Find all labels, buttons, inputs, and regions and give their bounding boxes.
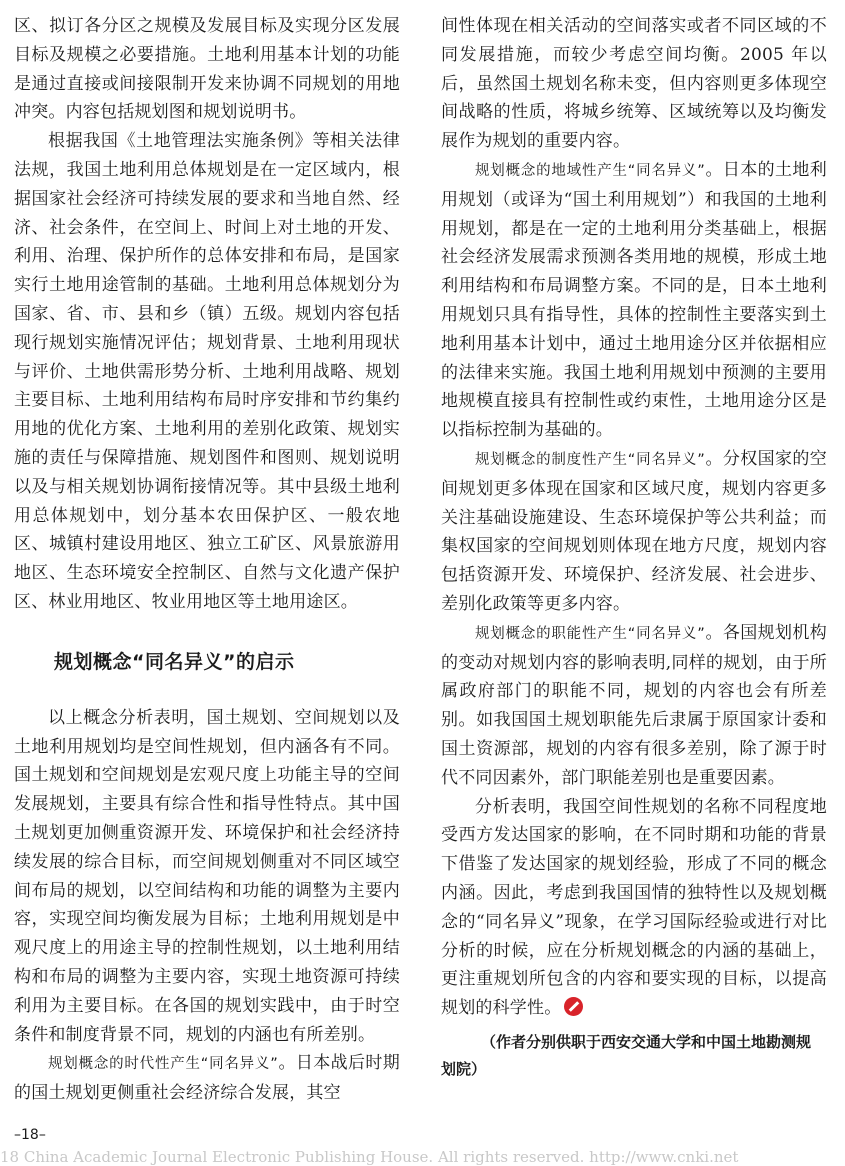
byline-tail: 划院）: [441, 1059, 487, 1078]
paragraph-lead: 规划概念的地域性产生“同名异义”: [475, 162, 706, 179]
copyright-footer: 18 China Academic Journal Electronic Publishing House. All rights reserved. http://www.cnki.net: [0, 1148, 739, 1166]
byline-main: （作者分别供职于西安交通大学和中国土地勘测规: [481, 1032, 812, 1051]
right-column: [441, 12, 827, 1083]
paragraph-text: 。各国规划机构的变动对规划内容的影响表明,同样的规划，由于所属政府部门的职能不同，规划的内容也会有所差别。如我国国土规划职能先后隶属于原国家计委和国土资源部，规划的内容有很多差别，除了源于时代不同因素外，部门职能差别也是重要因素。: [441, 622, 828, 788]
section-heading: 规划概念“同名异义”的启示: [54, 650, 295, 673]
left-column: [14, 12, 400, 1108]
paragraph-text: 。分权国家的空间规划更多体现在国家和区域尺度，规划内容更多关注基础设施建设、生态环境保护等公共利益；而集权国家的空间规划则体现在地方尺度，规划内容包括资源开发、环境保护、经济发展、社会进步、差别化政策等更多内容。: [441, 448, 828, 614]
author-affiliation: [441, 1029, 827, 1083]
paragraph: [441, 619, 827, 793]
paragraph: 区、拟订各分区之规模及发展目标及实现分区发展目标及规模之必要措施。土地利用基本计划的功能是通过直接或间接限制开发来协调不同规划的用地冲突。内容包括规划图和规划说明书。: [14, 16, 400, 123]
paragraph: [14, 1049, 400, 1108]
paragraph: 间性体现在相关活动的空间落实或者不同区域的不同发展措施，而较少考虑空间均衡。2005 年以后，虽然国土规划名称未变，但内容则更多体现空间战略的性质，将城乡统筹、区域统筹以及均衡发展作为规划的重要内容。: [441, 16, 827, 152]
paragraph-text: 。日本的土地利用规划（或译为“国土利用规划”）和我国的土地利用规划，都是在一定的土地利用分类基础上，根据社会经济发展需求预测各类用地的规模，形成土地利用结构和布局调整方案。不同的是，日本土地利用规划只具有指导性，具体的控制性主要落实到土地利用基本计划中，通过土地用途分区并依据相应的法律来实施。我国土地利用规划中预测的主要用地规模直接具有控制性或约束性，土地用途分区是以指标控制为基础的。: [441, 159, 828, 441]
paragraph: [441, 793, 827, 1023]
paragraph-lead: 规划概念的职能性产生“同名异义”: [475, 625, 706, 642]
paragraph: 根据我国《土地管理法实施条例》等相关法律法规，我国土地利用总体规划是在一定区域内，根据国家社会经济可持续发展的要求和当地自然、经济、社会条件，在空间上、时间上对土地的开发、利用、治理、保护所作的总体安排和布局，是国家实行土地用途管制的基础。土地利用总体规划分为国家、省、市、县和乡（镇）五级。规划内容包括现行规划实施情况评估；规划背景、土地利用现状与评价、土地供需形势分析、土地利用战略、规划主要目标、土地利用结构布局时序安排和节约集约用地的优化方案、土地利用的差别化政策、规划实施的责任与保障措施、规划图件和图则、规划说明以及与相关规划协调衔接情况等。其中县级土地利用总体规划中，划分基本农田保护区、一般农地区、城镇村建设用地区、独立工矿区、风景旅游用地区、生态环境安全控制区、自然与文化遗产保护区、林业用地区、牧业用地区等土地用途区。: [14, 131, 400, 612]
paragraph-lead: 规划概念的制度性产生“同名异义”: [475, 451, 706, 468]
end-mark-icon: [564, 997, 583, 1016]
paragraph-lead: 规划概念的时代性产生“同名异义”: [48, 1056, 279, 1073]
page-number: –18–: [14, 1127, 46, 1143]
paragraph: [441, 156, 827, 445]
paragraph: 以上概念分析表明，国土规划、空间规划以及土地利用规划均是空间性规划，但内涵各有不同。国土规划和空间规划是宏观尺度上功能主导的空间发展规划，主要具有综合性和指导性特点。其中国土规划更加侧重资源开发、环境保护和社会经济持续发展的综合目标，而空间规划侧重对不同区域空间布局的规划，以空间结构和功能的调整为主要内容，实现空间均衡发展为目标；土地利用规划是中观尺度上的用途主导的控制性规划，以土地利用结构和布局的调整为主要内容，实现土地资源可持续利用为主要目标。在各国的规划实践中，由于时空条件和制度背景不同，规划的内涵也有所差别。: [14, 707, 400, 1045]
paragraph-text: 。日本战后时期的国土规划更侧重社会经济综合发展，其空: [14, 1053, 401, 1104]
paragraph: [441, 445, 827, 619]
paragraph-text: 分析表明，我国空间性规划的名称不同程度地受西方发达国家的影响，在不同时期和功能的背景下借鉴了发达国家的规划经验，形成了不同的概念内涵。因此，考虑到我国国情的独特性以及规划概念的“同名异义”现象，在学习国际经验或进行对比分析的时候，应在分析规划概念的内涵的基础上，更注重规划所包含的内容和要实现的目标，以提高规划的科学性。: [441, 796, 827, 1019]
